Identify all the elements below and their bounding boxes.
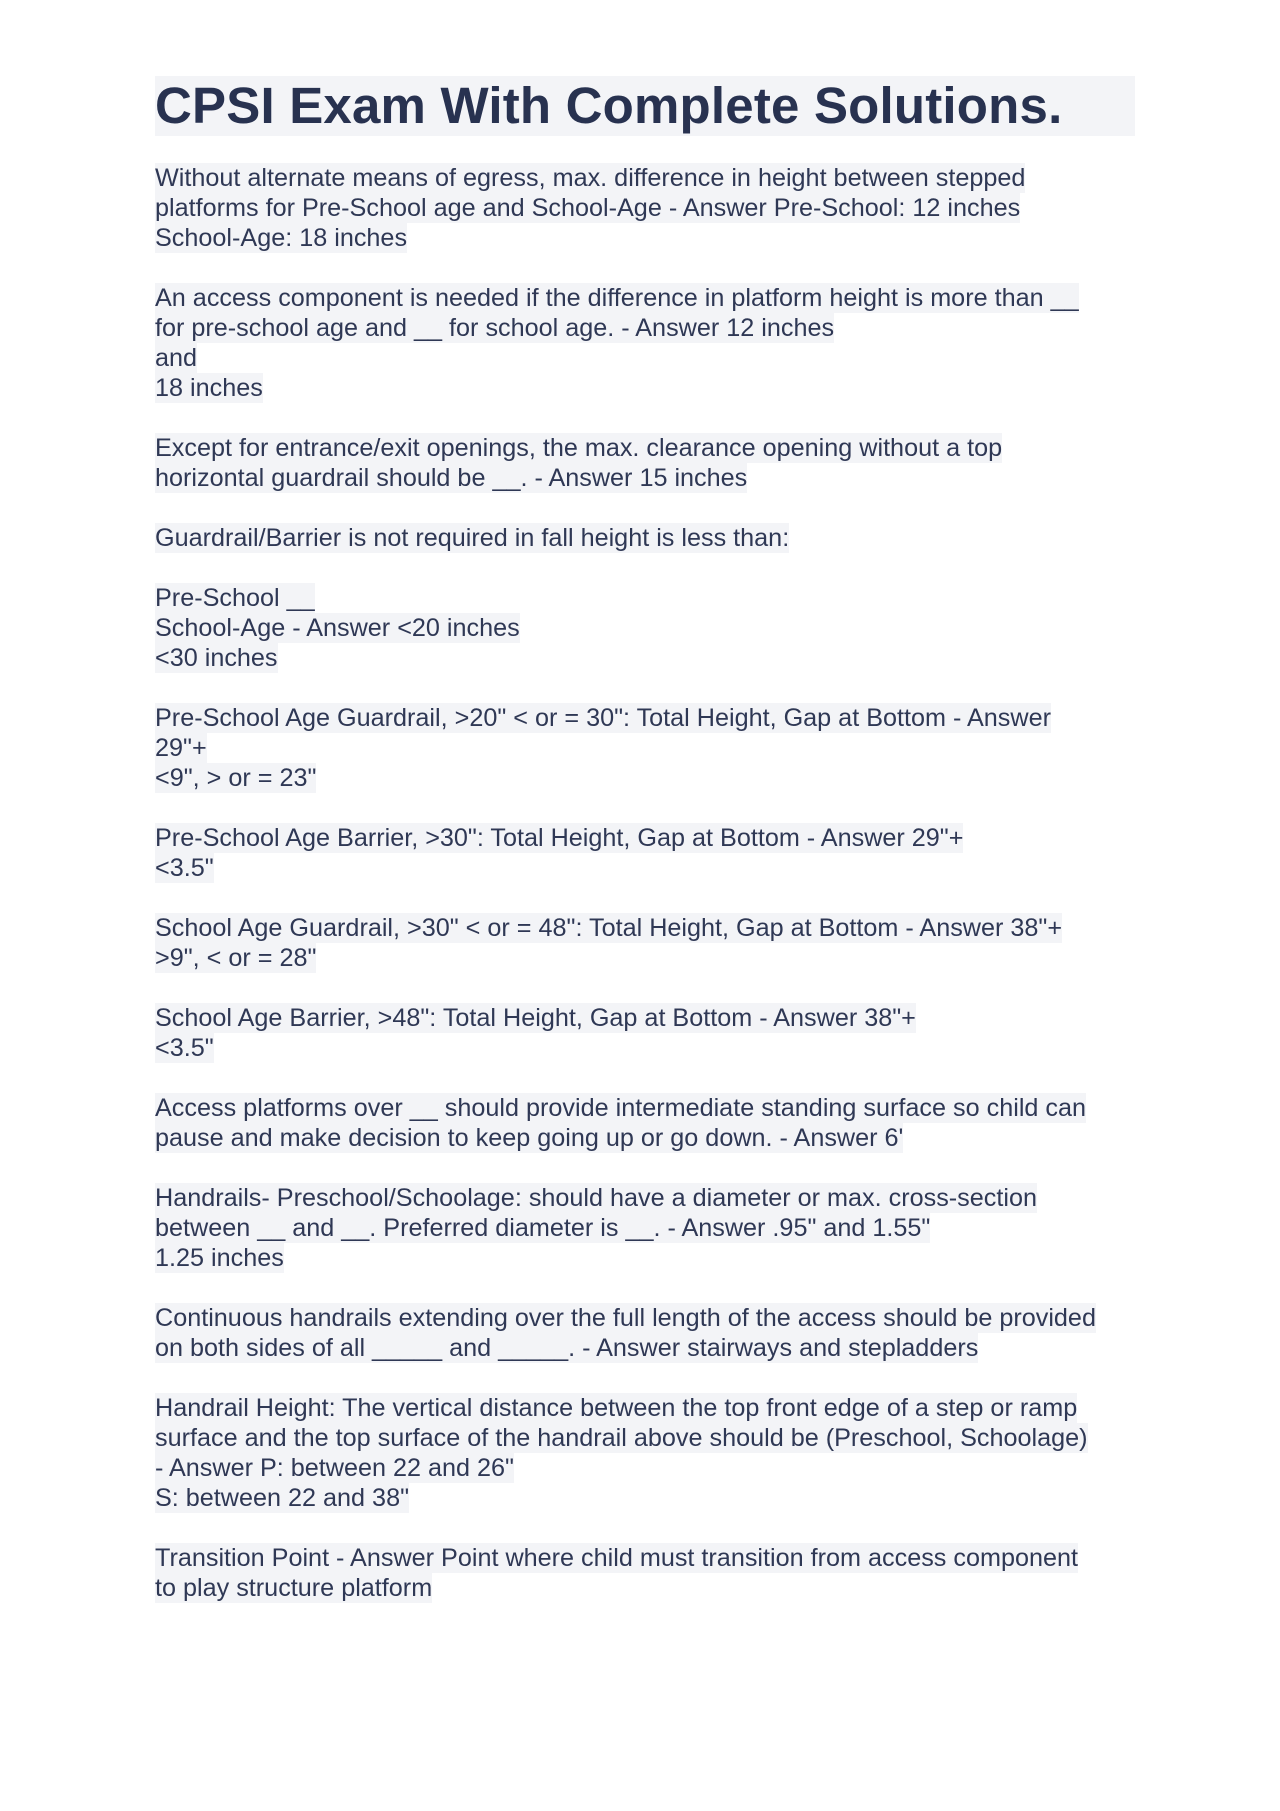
qa-line: School Age Guardrail, >30" < or = 48": Total Height, Gap at Bottom - Answer 38"+ — [155, 914, 1063, 942]
qa-line: Access platforms over __ should provide intermediate standing surface so child can — [155, 1094, 1087, 1122]
qa-line: S: between 22 and 38" — [155, 1484, 410, 1512]
qa-line: between __ and __. Preferred diameter is __. - Answer .95" and 1.55" — [155, 1214, 931, 1242]
qa-line: 1.25 inches — [155, 1244, 284, 1272]
qa-line: <9", > or = 23" — [155, 764, 317, 792]
qa-item — [155, 283, 1135, 403]
qa-line: School-Age: 18 inches — [155, 224, 408, 252]
qa-line: An access component is needed if the difference in platform height is more than __ — [155, 284, 1079, 312]
qa-line: Handrail Height: The vertical distance between the top front edge of a step or ramp — [155, 1394, 1078, 1422]
qa-line: >9", < or = 28" — [155, 944, 317, 972]
qa-line: Handrails- Preschool/Schoolage: should have a diameter or max. cross-section — [155, 1184, 1037, 1212]
qa-line: 29"+ — [155, 734, 207, 762]
qa-line: pause and make decision to keep going up or go down. - Answer 6' — [155, 1124, 904, 1152]
qa-item — [155, 523, 1135, 553]
qa-item — [155, 1093, 1135, 1153]
qa-line: 18 inches — [155, 374, 263, 402]
qa-line: Except for entrance/exit openings, the max. clearance opening without a top — [155, 434, 1003, 462]
qa-line: surface and the top surface of the handrail above should be (Preschool, Schoolage) — [155, 1424, 1088, 1452]
qa-line: horizontal guardrail should be __. - Answer 15 inches — [155, 464, 748, 492]
qa-item — [155, 433, 1135, 493]
qa-line: <3.5" — [155, 1034, 214, 1062]
qa-item — [155, 1393, 1135, 1513]
qa-item — [155, 1543, 1135, 1603]
qa-item — [155, 583, 1135, 673]
qa-item — [155, 823, 1135, 883]
qa-line: School-Age - Answer <20 inches — [155, 614, 520, 642]
qa-line: <30 inches — [155, 644, 278, 672]
qa-line: Transition Point - Answer Point where child must transition from access component — [155, 1544, 1079, 1572]
qa-line: Guardrail/Barrier is not required in fall height is less than: — [155, 524, 790, 552]
qa-list — [155, 163, 1135, 1603]
qa-line: for pre-school age and __ for school age. - Answer 12 inches — [155, 314, 835, 342]
qa-item — [155, 1003, 1135, 1063]
qa-line: Continuous handrails extending over the full length of the access should be provided — [155, 1304, 1096, 1332]
qa-item — [155, 703, 1135, 793]
qa-line: Pre-School Age Guardrail, >20" < or = 30": Total Height, Gap at Bottom - Answer — [155, 704, 1051, 732]
qa-item — [155, 1183, 1135, 1273]
qa-item — [155, 163, 1135, 253]
qa-line: Pre-School Age Barrier, >30": Total Height, Gap at Bottom - Answer 29"+ — [155, 824, 964, 852]
qa-line: and — [155, 344, 198, 372]
qa-item — [155, 913, 1135, 973]
qa-item — [155, 1303, 1135, 1363]
qa-line: - Answer P: between 22 and 26" — [155, 1454, 514, 1482]
qa-line: Pre-School __ — [155, 584, 315, 612]
qa-line: on both sides of all _____ and _____. - Answer stairways and stepladders — [155, 1334, 979, 1362]
qa-line: to play structure platform — [155, 1574, 433, 1602]
qa-line: <3.5" — [155, 854, 214, 882]
document-title: CPSI Exam With Complete Solutions. — [155, 76, 1135, 136]
qa-line: platforms for Pre-School age and School-Age - Answer Pre-School: 12 inches — [155, 194, 1021, 222]
document-page — [155, 76, 1135, 1633]
qa-line: Without alternate means of egress, max. difference in height between stepped — [155, 164, 1026, 192]
qa-line: School Age Barrier, >48": Total Height, Gap at Bottom - Answer 38"+ — [155, 1004, 916, 1032]
